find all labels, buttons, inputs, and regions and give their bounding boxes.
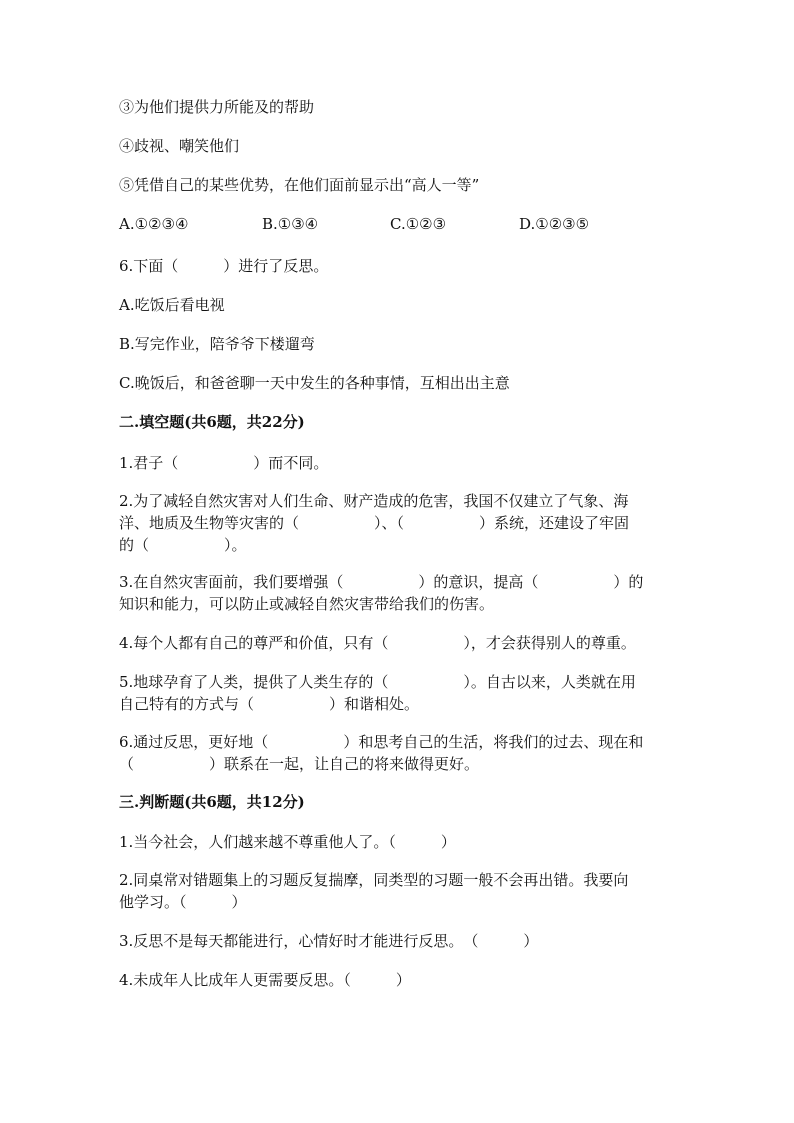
q5-option-b: B.①③④ <box>262 215 319 233</box>
fill-q4: 4.每个人都有自己的尊严和价值，只有（ ），才会获得别人的尊重。 <box>119 634 636 652</box>
q5-item-5: ⑤凭借自己的某些优势，在他们面前显示出“高人一等” <box>119 176 480 194</box>
q6-option-a: A.吃饭后看电视 <box>119 296 225 314</box>
fill-q1: 1.君子（ ）而不同。 <box>119 454 329 472</box>
section3-heading: 三.判断题(共6题，共12分) <box>119 793 305 811</box>
fill-q5-line2: 自己特有的方式与（ ）和谐相处。 <box>119 695 420 713</box>
judge-q1: 1.当今社会，人们越来越不尊重他人了。（ ） <box>119 833 456 851</box>
q5-item-3: ③为他们提供力所能及的帮助 <box>119 98 315 116</box>
fill-q2-line3: 的（ ）。 <box>119 536 247 554</box>
judge-q2-line2: 他学习。（ ） <box>119 893 247 911</box>
fill-q3-line2: 知识和能力，可以防止或减轻自然灾害带给我们的伤害。 <box>119 595 495 613</box>
fill-q5-line1: 5.地球孕育了人类，提供了人类生存的（ ）。自古以来，人类就在用 <box>119 673 636 691</box>
q5-item-4: ④歧视、嘲笑他们 <box>119 137 240 155</box>
q6-option-b: B.写完作业，陪爷爷下楼遛弯 <box>119 335 315 353</box>
q5-option-d: D.①②③⑤ <box>519 215 590 233</box>
fill-q3-line1: 3.在自然灾害面前，我们要增强（ ）的意识，提高（ ）的 <box>119 573 644 591</box>
fill-q6-line1: 6.通过反思，更好地（ ）和思考自己的生活，将我们的过去、现在和 <box>119 733 644 751</box>
q5-option-a: A.①②③④ <box>119 215 189 233</box>
judge-q2-line1: 2.同桌常对错题集上的习题反复揣摩，同类型的习题一般不会再出错。我要向 <box>119 871 629 889</box>
section2-heading: 二.填空题(共6题，共22分) <box>119 413 305 431</box>
q6-stem: 6.下面（ ）进行了反思。 <box>119 257 329 275</box>
fill-q2-line1: 2.为了减轻自然灾害对人们生命、财产造成的危害，我国不仅建立了气象、海 <box>119 492 629 510</box>
fill-q2-line2: 洋、地质及生物等灾害的（ ）、（ ）系统，还建设了牢固 <box>119 514 630 532</box>
q6-option-c: C.晚饭后，和爸爸聊一天中发生的各种事情，互相出出主意 <box>119 374 510 392</box>
q5-option-c: C.①②③ <box>390 215 447 233</box>
judge-q4: 4.未成年人比成年人更需要反思。（ ） <box>119 971 411 989</box>
judge-q3: 3.反思不是每天都能进行，心情好时才能进行反思。 （ ） <box>119 932 539 950</box>
fill-q6-line2: （ ）联系在一起，让自己的将来做得更好。 <box>119 755 480 773</box>
